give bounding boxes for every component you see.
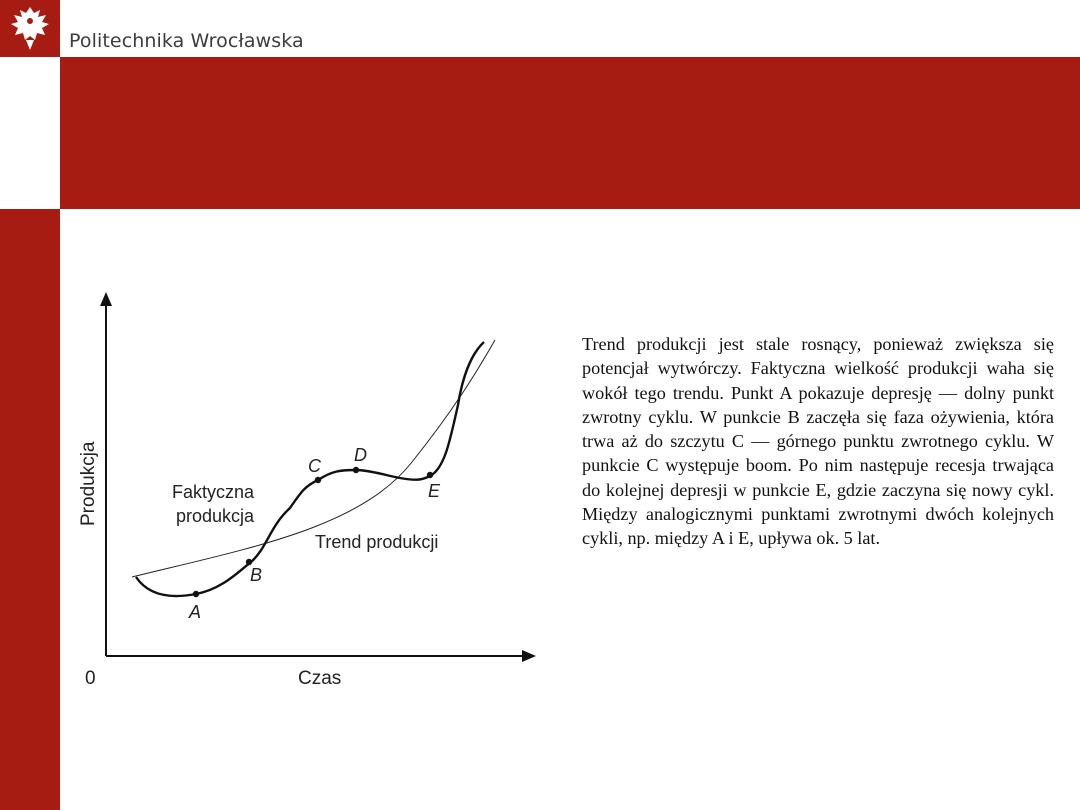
business-cycle-diagram: [60, 280, 560, 700]
y-axis-label: Produkcja: [78, 441, 99, 526]
left-accent-strip: [0, 209, 60, 810]
description-text: Trend produkcji jest stale rosnący, ponieważ zwiększa się potencjał wytwórczy. Faktyczna wielkość produkcji waha się wokół tego trendu. Punkt A pokazuje depresję — dolny punkt zwrotny cyklu. W punkcie B zaczęła się faza ożywienia, która trwa aż do szczytu C — górnego punktu zwrotnego cyklu. W punkcie C występuje boom. Po nim następuje recesja trwająca do kolejnej depresji w punkcie E, gdzie zaczyna się nowy cykl. Między analogicznymi punktami zwrotnymi dwóch kolejnych cykli, np. między A i E, upływa ok. 5 lat.: [582, 334, 1054, 549]
logo-box: [0, 0, 60, 57]
point-c-label: C: [308, 456, 321, 476]
point-a-label: A: [189, 602, 202, 622]
actual-curve-label-line1: Faktyczna: [172, 482, 255, 502]
origin-label: 0: [85, 668, 96, 689]
point-a-marker: [193, 591, 199, 597]
actual-curve-label-line2: produkcja: [176, 506, 255, 526]
point-c-marker: [315, 477, 321, 483]
point-e-label: E: [428, 481, 441, 501]
point-e-marker: [427, 472, 433, 478]
x-axis-label: Czas: [298, 668, 342, 689]
eagle-crest-icon: [8, 4, 52, 54]
point-d-marker: [353, 467, 359, 473]
x-axis-arrow: [522, 650, 536, 662]
trend-label: Trend produkcji: [315, 532, 439, 552]
brand-name: Politechnika Wrocławska: [69, 30, 304, 52]
title-banner: [60, 57, 1080, 209]
point-b-label: B: [250, 565, 263, 585]
y-axis-arrow: [100, 292, 112, 306]
point-d-label: D: [354, 445, 367, 465]
